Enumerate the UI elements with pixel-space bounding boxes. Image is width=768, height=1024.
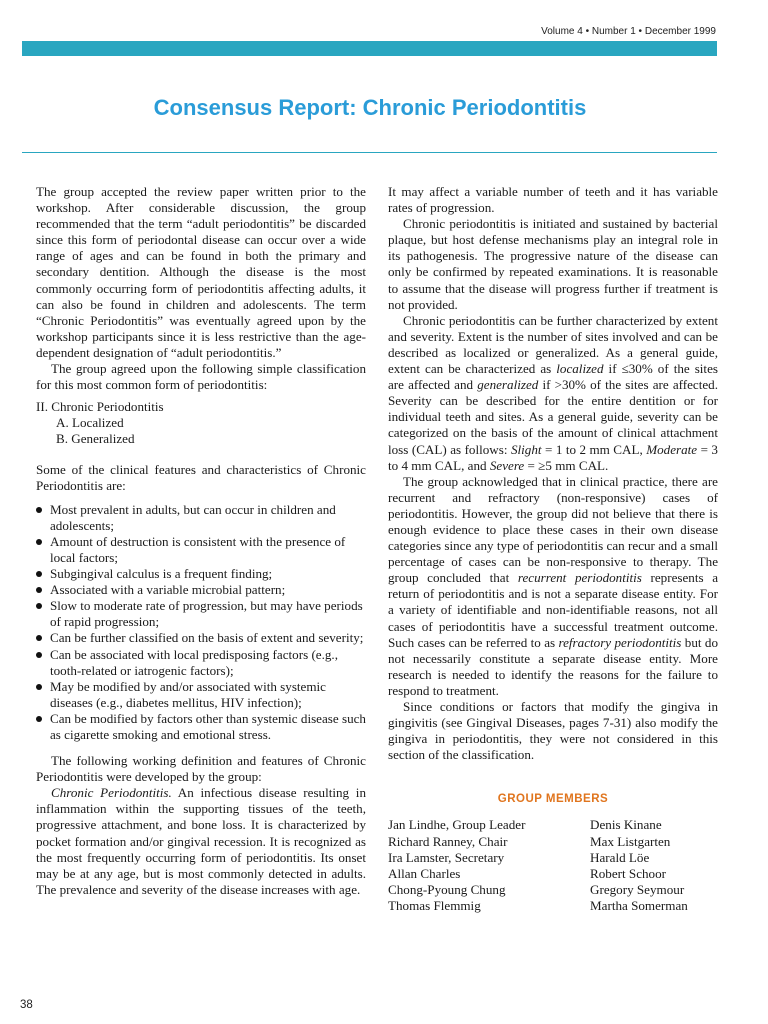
pathogenesis-paragraph: Chronic periodontitis is initiated and sustained by bacterial plaque, but host defense mechanisms play an integral role in its pathogenesis. The progressive nature of the disease can only be confirmed by repeated examinations. It is reasonable to assume that the disease will progress further if treatment is not provided.: [388, 216, 718, 312]
features-list: [36, 502, 366, 743]
group-members-heading: GROUP MEMBERS: [497, 793, 609, 806]
issue-line: Volume 4 • Number 1 • December 1999: [541, 26, 716, 37]
bullet-icon: [36, 684, 42, 690]
members-column-2: [590, 817, 688, 914]
page-title: Consensus Report: Chronic Periodontitis: [153, 94, 587, 120]
outline-main: II. Chronic Periodontitis: [36, 399, 164, 415]
member-name: Harald Löe: [590, 849, 650, 865]
features-intro: Some of the clinical features and characteristics of Chronic Periodontitis are:: [36, 461, 366, 493]
list-item: May be modified by and/or associated with systemic diseases (e.g., diabetes mellitus, HIV infection);: [36, 679, 366, 711]
extent-severity-paragraph: Chronic periodontitis can be further characterized by extent and severity. Extent is the number of sites involved and can be described as localized or generalized. As a general guide, extent can be characterized as localized if ≤30% of the sites are affected and generalized if >30% of the sites are affected. Severity can be described for the entire dentition or for individual teeth and sites. As a general guide, severity can be categorized on the basis of the amount of clinical attachment loss (CAL) as follows: Slight = 1 to 2 mm CAL, Moderate = 3 to 4 mm CAL, and Severe = ≥5 mm CAL.: [388, 312, 719, 473]
gingiva-paragraph: Since conditions or factors that modify the gingiva in gingivitis (see Gingival Diseases, pages 7-31) also modify the gingiva in periodontitis, they were not considered in this section of the classification.: [388, 699, 718, 763]
members-column-1: [388, 817, 590, 914]
definition-term: Chronic Periodontitis.: [51, 785, 172, 801]
outline-generalized: B. Generalized: [56, 431, 135, 447]
member-name: Denis Kinane: [590, 817, 662, 833]
continuation-paragraph: It may affect a variable number of teeth and it has variable rates of progression.: [388, 184, 718, 216]
list-item: Can be modified by factors other than systemic disease such as cigarette smoking and emotional stress.: [36, 711, 366, 743]
bullet-icon: [36, 635, 42, 641]
list-item: Amount of destruction is consistent with the presence of local factors;: [36, 534, 366, 566]
member-name: Jan Lindhe, Group Leader: [388, 817, 526, 833]
list-item: Most prevalent in adults, but can occur in children and adolescents;: [36, 502, 366, 534]
page-number: 38: [20, 999, 33, 1011]
right-column: [388, 184, 718, 914]
bullet-icon: [36, 652, 42, 658]
outline-localized: A. Localized: [56, 415, 124, 431]
member-name: Allan Charles: [388, 865, 461, 881]
header-band: [22, 41, 717, 56]
classification-outline: [36, 399, 366, 447]
recurrent-refractory-paragraph: The group acknowledged that in clinical practice, there are recurrent and refractory (non-responsive) cases of periodontitis. However, the group did not believe that there is enough evidence to place these cases in their own disease categories since any type of periodontitis can recur and a small percentage of cases can be non-responsive to therapy. The group concluded that recurrent periodontitis represents a return of periodontitis and is not a separate disease entity. For a variety of identifiable and non-identifiable reasons, not all cases of periodontitis have a successful treatment outcome. Such cases can be referred to as refractory periodontitis but do not necessarily constitute a separate disease entity. More research is needed to identify the reasons for the failure to respond to treatment.: [388, 473, 719, 698]
group-members-list: [388, 817, 718, 914]
member-name: Martha Somerman: [590, 897, 688, 913]
member-name: Thomas Flemmig: [388, 897, 481, 913]
member-name: Max Listgarten: [590, 833, 671, 849]
member-name: Chong-Pyoung Chung: [388, 881, 506, 897]
intro-paragraph: The group accepted the review paper written prior to the workshop. After considerable discussion, the group recommended that the term “adult periodontitis” be discarded since this form of periodontal disease can occur over a wide range of ages and can be found in both the primary and secondary dentition. Although the disease is the most commonly occurring form of periodontitis affecting adults, it can also be found in children and adolescents. The term “Chronic Periodontitis” was eventually agreed upon by the workshop participants since it is less restrictive than the age-dependent designation of “adult periodontitis.”: [36, 184, 366, 360]
list-item: Can be associated with local predisposing factors (e.g., tooth-related or iatrogenic factors);: [36, 647, 366, 679]
bullet-icon: [36, 587, 42, 593]
member-name: Ira Lamster, Secretary: [388, 849, 505, 865]
title-divider: [22, 152, 717, 153]
definition-intro: The following working definition and features of Chronic Periodontitis were developed by the group:: [36, 753, 366, 785]
bullet-icon: [36, 539, 42, 545]
bullet-icon: [36, 603, 42, 609]
definition-paragraph: Chronic Periodontitis. An infectious disease resulting in inflammation within the supporting tissues of the teeth, progressive attachment, and bone loss. It is characterized by pocket formation and/or gingival recession. It is recognized as the most frequently occurring form of periodontitis. Its onset may be at any age, but is most commonly detected in adults. The prevalence and severity of the disease increases with age.: [36, 785, 366, 897]
left-column: [36, 184, 366, 898]
member-name: Robert Schoor: [590, 865, 667, 881]
list-item: Subgingival calculus is a frequent finding;: [36, 566, 366, 582]
classification-intro: The group agreed upon the following simple classification for this most common form of periodontitis:: [36, 361, 366, 393]
list-item: Can be further classified on the basis of extent and severity;: [36, 630, 366, 646]
bullet-icon: [36, 507, 42, 513]
bullet-icon: [36, 716, 42, 722]
list-item: Associated with a variable microbial pattern;: [36, 582, 366, 598]
bullet-icon: [36, 571, 42, 577]
list-item: Slow to moderate rate of progression, but may have periods of rapid progression;: [36, 598, 366, 630]
member-name: Richard Ranney, Chair: [388, 833, 508, 849]
member-name: Gregory Seymour: [590, 881, 685, 897]
